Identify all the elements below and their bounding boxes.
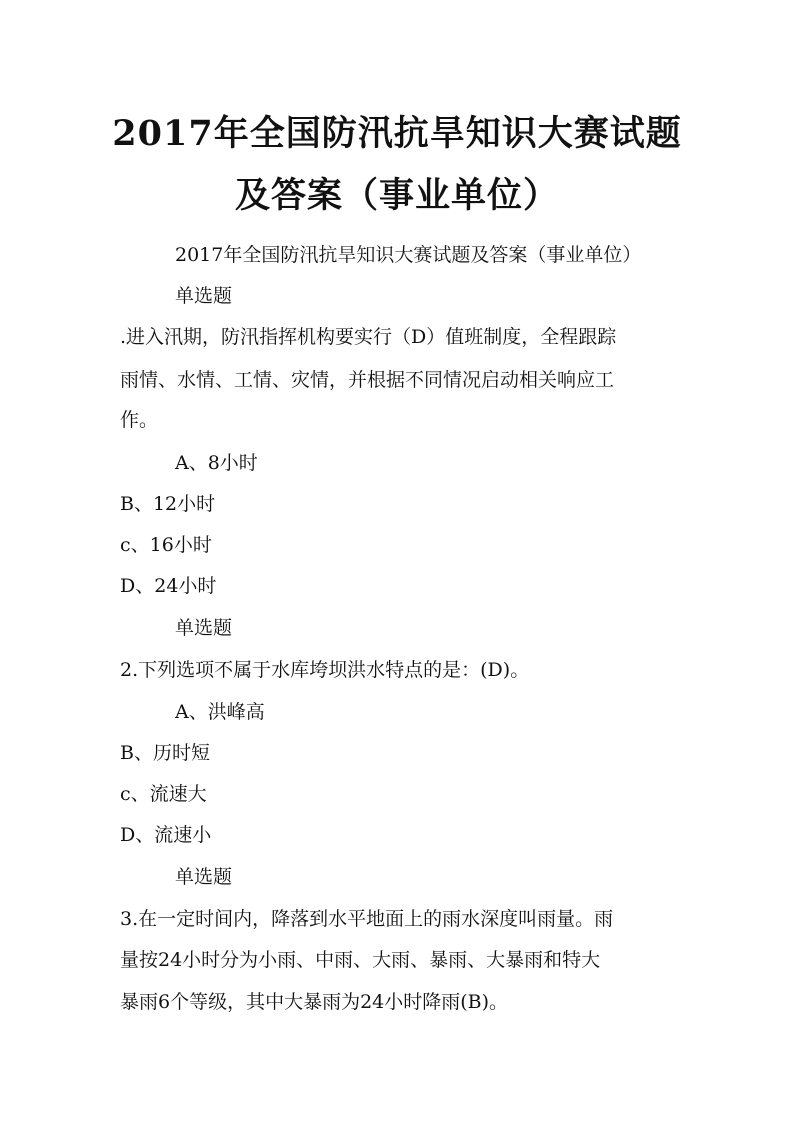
question-type-label: 单选题 [175,285,233,307]
document-title-line2: 及答案（事业单位） [234,175,559,216]
question-text-line: 作。 [120,409,159,431]
intro-heading: 2017年全国防汛抗旱知识大赛试题及答案（事业单位） [175,244,642,266]
question-text-line: 暴雨6个等级，其中大暴雨为24小时降雨(B)。 [120,991,509,1013]
question-type-label: 单选题 [175,617,233,639]
document-title-line1: 2017年全国防汛抗旱知识大赛试题 [112,113,682,154]
answer-option: A、洪峰高 [175,701,265,723]
question-text-line: 3.在一定时间内，降落到水平地面上的雨水深度叫雨量。雨 [120,908,614,930]
question-text-line: 2.下列选项不属于水库垮坝洪水特点的是：(D)。 [120,659,530,681]
answer-option: D、24小时 [120,575,217,597]
answer-option: D、流速小 [120,824,212,846]
answer-option: B、历时短 [120,742,210,764]
question-type-label: 单选题 [175,866,233,888]
question-text-line: 雨情、水情、工情、灾情，并根据不同情况启动相关响应工 [120,369,615,391]
answer-option: B、12小时 [120,493,216,515]
answer-option: c、16小时 [120,534,212,556]
answer-option: A、8小时 [175,452,258,474]
question-text-line: 量按24小时分为小雨、中雨、大雨、暴雨、大暴雨和特大 [120,949,601,971]
question-text-line: .进入汛期，防汛指挥机构要实行（D）值班制度，全程跟踪 [120,326,617,348]
answer-option: c、流速大 [120,783,207,805]
